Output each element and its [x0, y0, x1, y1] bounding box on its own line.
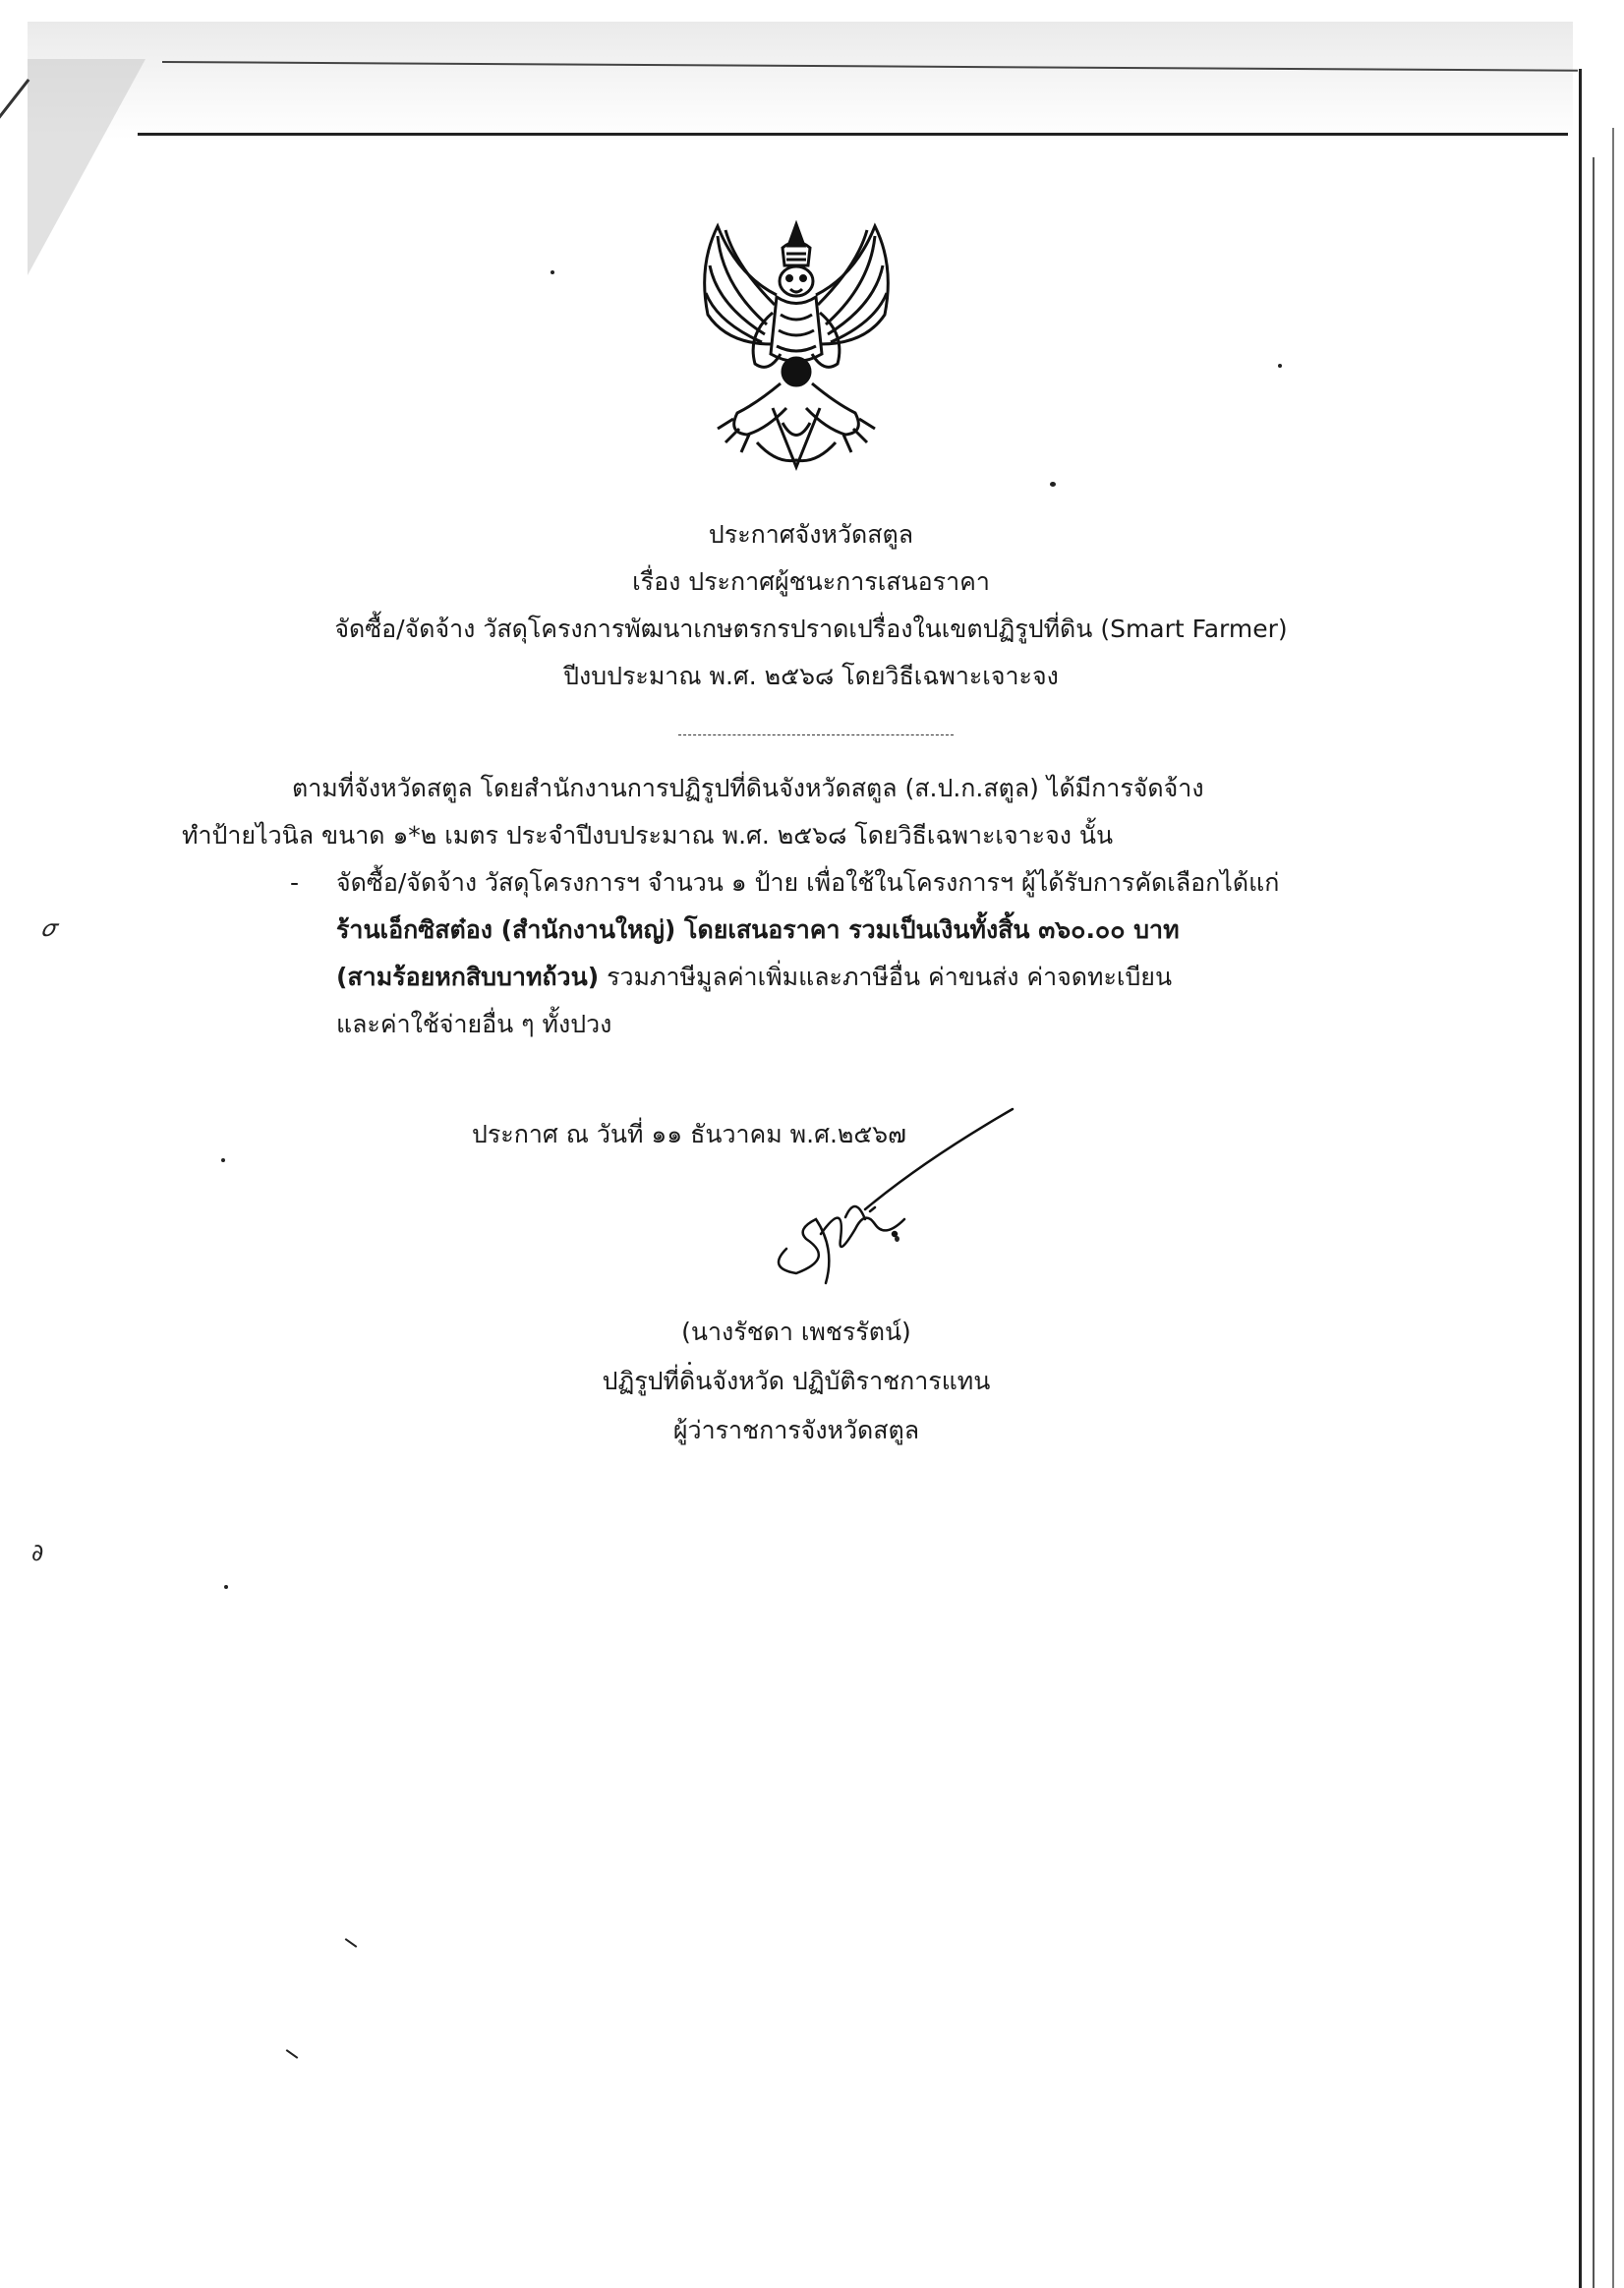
scan-speck: [224, 1585, 228, 1589]
body-line-1: ตามที่จังหวัดสตูล โดยสำนักงานการปฏิรูปที่ดินจังหวัดสตูล (ส.ป.ก.สตูล) ได้มีการจัดจ้าง: [292, 774, 1204, 802]
scan-shadow: [28, 22, 1573, 140]
margin-mark: 𝜎: [41, 914, 56, 942]
handwritten-signature: [727, 1101, 1022, 1298]
page-edge-line: [1612, 128, 1614, 2288]
page-edge-line: [0, 79, 29, 243]
award-vendor-price: ร้านเอ็กซิสต๋อง (สำนักงานใหญ่) โดยเสนอราคา รวมเป็นเงินทั้งสิ้น ๓๖๐.๐๐ บาท: [336, 915, 1180, 944]
page-edge-line: [1579, 69, 1582, 2288]
body-line-2: ทำป้ายไวนิล ขนาด ๑*๒ เมตร ประจำปีงบประมาณ พ.ศ. ๒๕๖๘ โดยวิธีเฉพาะเจาะจง นั้น: [182, 821, 1114, 850]
body-paragraph: [182, 765, 1421, 859]
scan-speck: [1278, 364, 1282, 368]
garuda-emblem-icon: [678, 206, 914, 477]
signer-block: [492, 1308, 1101, 1455]
separator-text: [678, 716, 857, 732]
header-separator: [678, 734, 954, 735]
page-edge-line: [1593, 157, 1595, 2288]
award-line-4: และค่าใช้จ่ายอื่น ๆ ทั้งปวง: [336, 1010, 612, 1038]
announcement-date: ประกาศ ณ วันที่ ๑๑ ธันวาคม พ.ศ.๒๕๖๗: [472, 1120, 906, 1148]
bullet-dash: -: [290, 868, 300, 897]
margin-mark: ∂: [31, 1539, 44, 1566]
award-list-item: [291, 859, 1421, 1048]
announcement-subject: เรื่อง ประกาศผู้ชนะการเสนอราคา: [632, 567, 990, 596]
award-amount-words: (สามร้อยหกสิบบาทถ้วน): [336, 963, 600, 991]
scan-speck: [1050, 482, 1056, 487]
scan-speck: [345, 1938, 358, 1948]
award-tax-note: รวมภาษีมูลค่าเพิ่มและภาษีอื่น ค่าขนส่ง ค่าจดทะเบียน: [599, 963, 1173, 991]
scan-corner-shadow: [28, 59, 145, 275]
scan-speck: [221, 1158, 225, 1162]
scan-speck: [551, 270, 554, 274]
page-edge-line: [138, 133, 1568, 136]
procurement-line: จัดซื้อ/จัดจ้าง วัสดุโครงการพัฒนาเกษตรกรปราดเปรื่องในเขตปฏิรูปที่ดิน (Smart Farmer): [334, 615, 1288, 643]
announcement-header: [197, 511, 1425, 700]
signer-authority: ผู้ว่าราชการจังหวัดสตูล: [672, 1416, 920, 1444]
budget-line: ปีงบประมาณ พ.ศ. ๒๕๖๘ โดยวิธีเฉพาะเจาะจง: [563, 662, 1059, 690]
signer-name: (นางรัชดา เพชรรัตน์): [681, 1318, 911, 1346]
award-line-1: จัดซื้อ/จัดจ้าง วัสดุโครงการฯ จำนวน ๑ ป้าย เพื่อใช้ในโครงการฯ ผู้ได้รับการคัดเลือกได้แก่: [336, 868, 1280, 897]
announcement-title: ประกาศจังหวัดสตูล: [708, 520, 914, 549]
scan-speck: [286, 2049, 299, 2059]
signer-position: ปฏิรูปที่ดินจังหวัด ปฏิบัติราชการแทน: [602, 1367, 991, 1395]
